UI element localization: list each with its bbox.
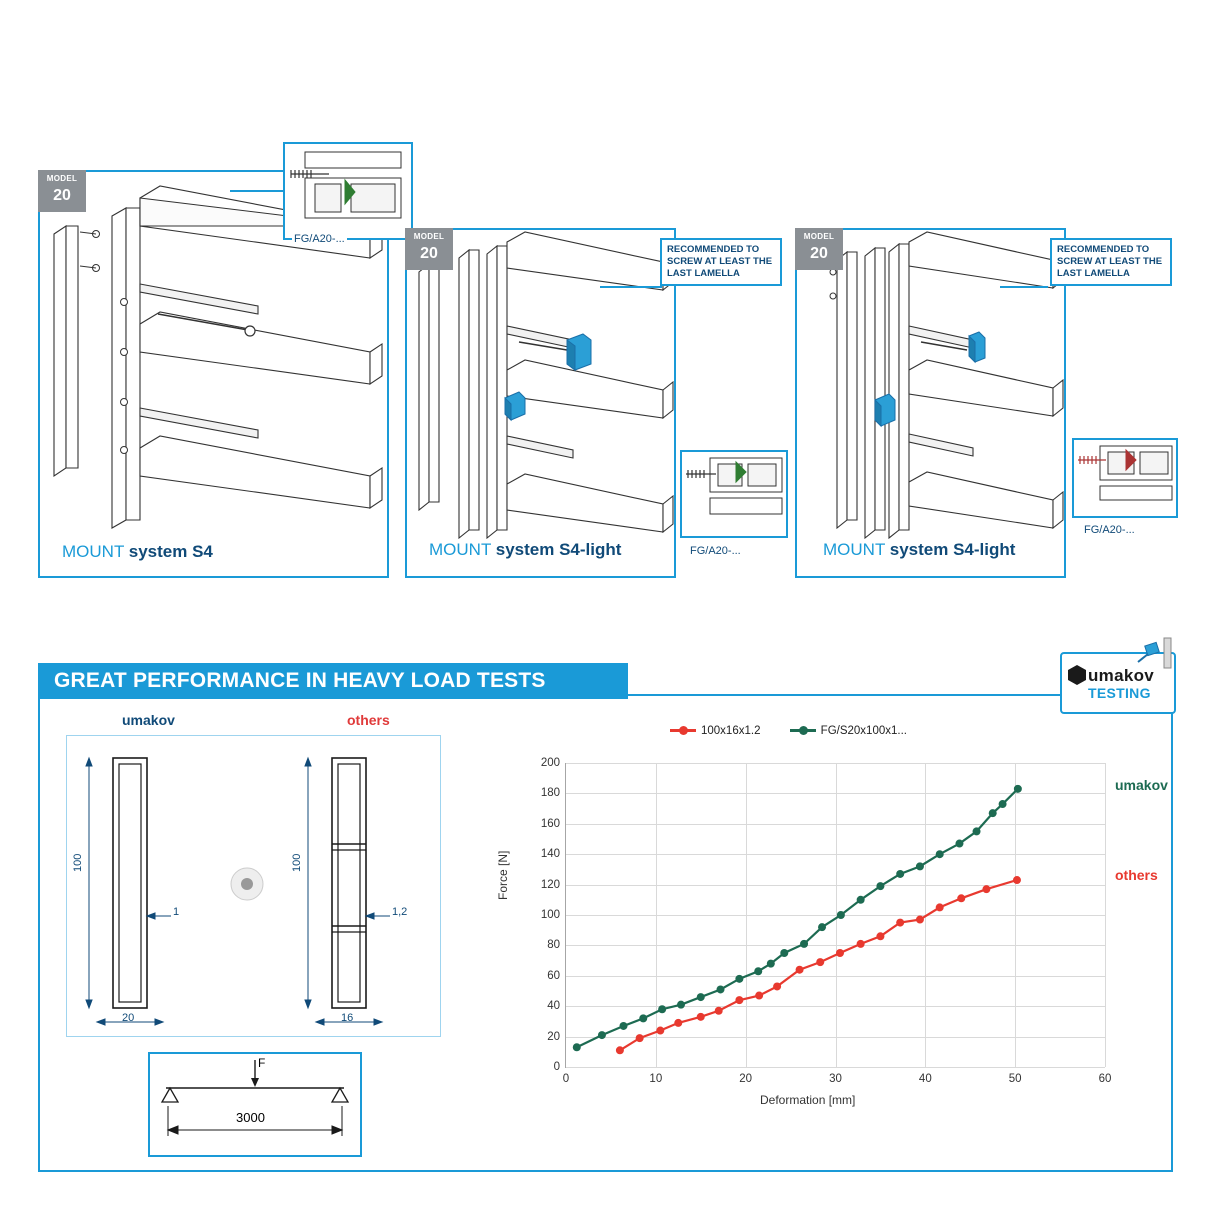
profile-comparison-drawing [67,736,440,1036]
mount-system-s4-light-panel-2 [795,228,1066,578]
chart-data-point [717,985,725,993]
chart-data-point [896,870,904,878]
hexagon-icon [1066,664,1088,686]
legend-label-1: FG/S20x100x1... [820,725,907,737]
chart-data-point [857,940,865,948]
testing-rig-icon [1134,636,1174,670]
chart-data-point [957,894,965,902]
chart-data-point [656,1027,664,1035]
y-axis-tick: 120 [540,878,560,891]
section-label-umakov: umakov [122,712,175,728]
dim-umakov-height: 100 [72,853,84,872]
chart-data-point [735,996,743,1004]
beam-drawing [150,1054,360,1155]
y-axis-tick: 180 [540,787,560,800]
x-axis-tick: 10 [649,1073,663,1085]
chart-data-point [674,1019,682,1027]
beam-span-label: 3000 [236,1110,265,1125]
chart-data-point [936,903,944,911]
chart-data-point [836,949,844,957]
y-axis-tick: 80 [547,939,560,952]
chart-data-point [755,992,763,1000]
chart-data-point [916,862,924,870]
caption-prefix: MOUNT [62,542,129,561]
legend-item-umakov [790,725,907,737]
chart-data-point [816,958,824,966]
beam-force-label: F [258,1056,266,1070]
model-badge-s4-light-1 [405,228,453,270]
profile-section-drawing [682,452,786,536]
caption-prefix: MOUNT [429,540,496,559]
callout-label-s4-light-2: FG/A20-... [1084,524,1135,536]
legend-label-0: 100x16x1.2 [701,725,761,737]
performance-title: GREAT PERFORMANCE IN HEAVY LOAD TESTS [38,663,628,699]
chart-data-point [796,966,804,974]
chart-data-point [876,932,884,940]
grid-line-horizontal [566,1067,1105,1068]
y-axis-tick: 60 [547,969,560,982]
chart-data-point [876,882,884,890]
callout-profile-section-s4-light-2 [1072,438,1178,518]
chart-data-point [677,1001,685,1009]
recommendation-box-2: RECOMMENDED TO SCREW AT LEAST THE LAST LAMELLA [1050,238,1172,286]
chart-data-point [616,1046,624,1054]
dim-umakov-width: 20 [122,1012,135,1024]
grid-line-vertical [1105,763,1106,1067]
recommendation-box-1: RECOMMENDED TO SCREW AT LEAST THE LAST LAMELLA [660,238,782,286]
chart-y-axis-label: Force [N] [496,850,510,900]
caption-bold: system S4-light [889,540,1016,559]
dim-umakov-wall: 1 [173,906,180,918]
model-number: 20 [53,187,71,204]
model-badge-s4 [38,170,86,212]
y-axis-tick: 40 [547,1000,560,1013]
y-axis-tick: 140 [540,848,560,861]
chart-data-point [715,1007,723,1015]
y-axis-tick: 200 [540,757,560,769]
chart-data-point [636,1034,644,1042]
chart-data-point [818,923,826,931]
chart-data-point [619,1022,627,1030]
chart-series-line-1 [577,789,1018,1047]
model-word: MODEL [413,232,445,241]
chart-data-point [1014,785,1022,793]
y-axis-tick: 0 [553,1061,560,1073]
chart-data-point [989,809,997,817]
mount-s4-light-illustration-2 [797,230,1064,576]
chart-plot-area [540,757,1112,1085]
chart-data-point [735,975,743,983]
mount-caption-s4-light-2 [823,540,1015,560]
recommendation-connector-2 [1000,286,1048,288]
caption-bold: system S4-light [495,540,622,559]
mount-system-s4-light-panel-1 [405,228,676,578]
mount-caption-s4 [62,542,213,562]
model-number: 20 [810,245,828,262]
annotation-umakov: umakov [1115,777,1168,793]
model-number: 20 [420,245,438,262]
callout-profile-section-s4-light-1 [680,450,788,538]
chart-data-point [773,982,781,990]
x-axis-tick: 40 [918,1073,932,1085]
load-test-chart [490,725,1168,1125]
chart-x-axis-label: Deformation [mm] [760,1093,856,1107]
profile-comparison-area [66,735,441,1037]
chart-data-point [999,800,1007,808]
model-word: MODEL [46,174,78,183]
mount-s4-light-illustration-1 [407,230,674,576]
chart-data-point [982,885,990,893]
recommendation-connector-1 [600,286,662,288]
annotation-others: others [1115,867,1158,883]
dim-others-wall: 1,2 [392,906,408,918]
chart-data-point [639,1014,647,1022]
chart-data-point [780,949,788,957]
chart-data-point [916,916,924,924]
umakov-testing-logo [1060,652,1176,714]
dim-others-width: 16 [341,1012,354,1024]
y-axis-tick: 100 [540,909,560,921]
chart-data-point [936,850,944,858]
chart-data-point [973,827,981,835]
chart-data-point [598,1031,606,1039]
y-axis-tick: 20 [547,1030,560,1043]
callout-label-s4-light-1: FG/A20-... [690,545,741,557]
legend-swatch-red [670,729,696,732]
x-axis-tick: 20 [739,1073,753,1085]
chart-data-point [697,1013,705,1021]
chart-series-layer [566,763,1105,1067]
mount-caption-s4-light-1 [429,540,621,560]
chart-data-point [697,993,705,1001]
chart-data-point [767,960,775,968]
x-axis-tick: 50 [1008,1073,1022,1085]
chart-data-point [573,1043,581,1051]
caption-prefix: MOUNT [823,540,890,559]
chart-data-point [800,940,808,948]
beam-span-diagram [148,1052,362,1157]
logo-name: umakov [1088,666,1155,685]
logo-sub: TESTING [1088,685,1151,701]
chart-data-point [1013,876,1021,884]
x-axis-tick: 0 [562,1073,570,1085]
profile-section-drawing [285,144,411,238]
y-axis-tick: 160 [540,817,560,830]
model-badge-s4-light-2 [795,228,843,270]
chart-data-point [857,896,865,904]
x-axis-tick: 30 [829,1073,842,1085]
legend-item-others [670,725,760,737]
section-label-others: others [347,712,390,728]
chart-data-point [896,919,904,927]
callout-connector-s4 [230,190,285,192]
model-word: MODEL [803,232,835,241]
chart-data-point [754,967,762,975]
legend-swatch-green [790,729,816,732]
callout-profile-section-s4 [283,142,413,240]
profile-section-drawing [1074,440,1176,516]
callout-label-s4: FG/A20-... [294,233,345,245]
chart-data-point [837,911,845,919]
caption-bold: system S4 [128,542,213,561]
x-axis-tick: 60 [1098,1073,1112,1085]
chart-data-point [955,840,963,848]
chart-legend [670,725,1070,745]
dim-others-height: 100 [291,853,303,872]
chart-data-point [658,1005,666,1013]
